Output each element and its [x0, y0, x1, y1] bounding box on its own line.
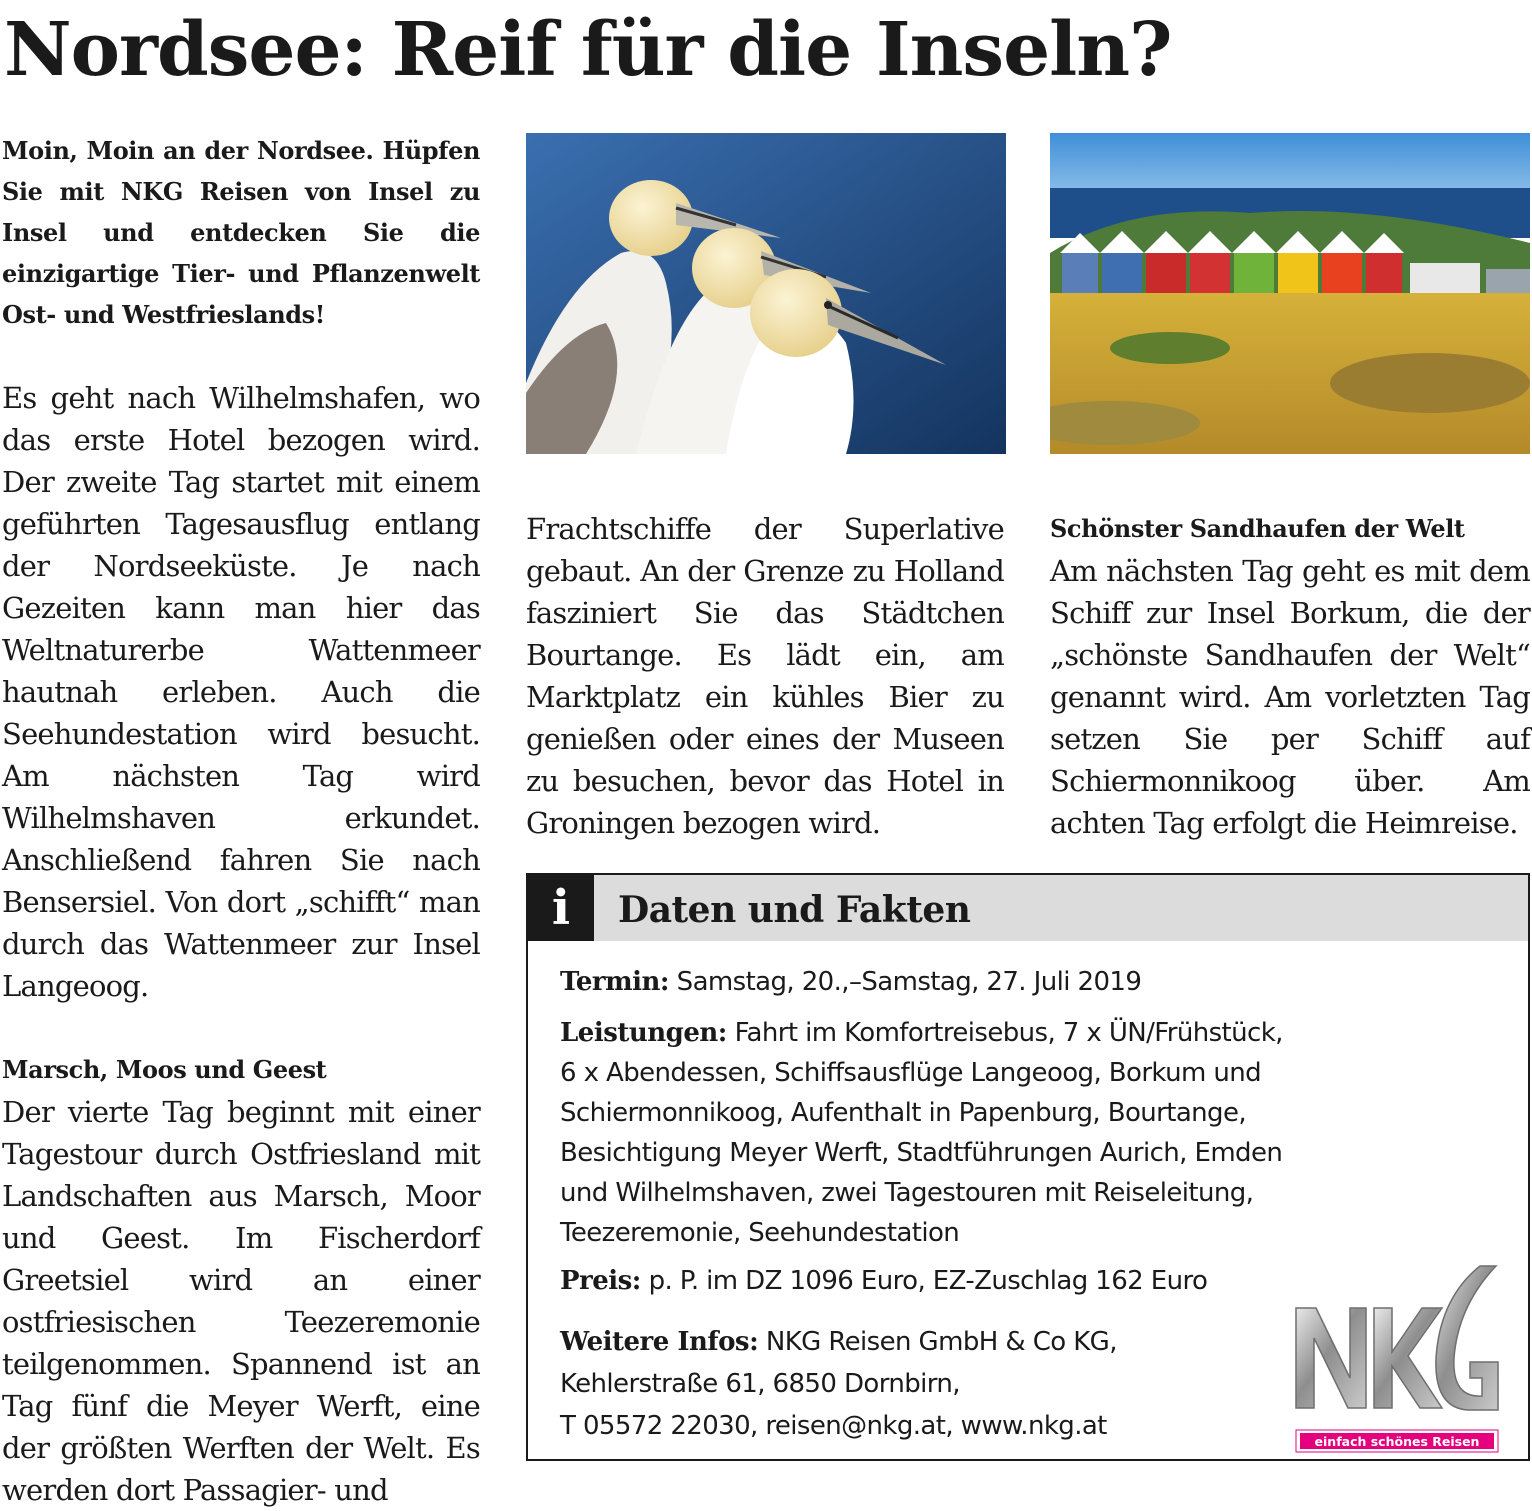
gannets-photo	[526, 133, 1006, 454]
info-icon: i	[528, 875, 594, 941]
subhead-sandhaufen: Schönster Sandhaufen der Welt	[1050, 514, 1465, 543]
leistungen-label: Leistungen:	[560, 1018, 727, 1048]
article-paragraph: Es geht nach Wilhelmshafen, wo das erste Hotel bezogen wird. Der zweite Tag startet mit einem geführten Tagesausflug entlang der Nordseeküste. Je nach Gezeiten kann man hier das Weltnaturerbe Wattenmeer hautnah erleben. Auch die Seehundestation wird besucht. Am nächsten Tag wird Wilhelmshaven erkundet. Anschließend fahren Sie nach Bensersiel. Von dort „schifft“ man durch das Wattenmeer zur Insel Langeoog.	[2, 381, 480, 1003]
infos-line: Kehlerstraße 61, 6850 Dornbirn,	[560, 1369, 960, 1399]
preis-value: p. P. im DZ 1096 Euro, EZ-Zuschlag 162 Euro	[648, 1266, 1208, 1296]
nkg-logo	[1290, 1258, 1504, 1454]
article-column-1	[2, 130, 480, 1511]
leistungen-line: Fahrt im Komfortreisebus, 7 x ÜN/Frühstück,	[734, 1018, 1283, 1048]
article-column-3	[1050, 508, 1530, 844]
article-column-2	[526, 508, 1004, 844]
infos-line[interactable]: T 05572 22030, reisen@nkg.at, www.nkg.at	[560, 1411, 1107, 1441]
headline: Nordsee: Reif für die Inseln?	[4, 7, 1172, 93]
leistungen-line: Teezeremonie, Seehundestation	[560, 1218, 960, 1248]
infos-label: Weitere Infos:	[560, 1327, 759, 1357]
logo-tagline: einfach schönes Reisen	[1314, 1434, 1480, 1449]
leistungen-line: Besichtigung Meyer Werft, Stadtführungen Aurich, Emden	[560, 1138, 1283, 1168]
infos-line: NKG Reisen GmbH & Co KG,	[765, 1327, 1117, 1357]
intro-text: Moin, Moin an der Nordsee. Hüpfen Sie mit NKG Reisen von Insel zu Insel und entdecken Sie die einzigartige Tier- und Pflanzenwelt Ost- und Westfrieslands!	[2, 136, 480, 329]
article-paragraph: Frachtschiffe der Superlative gebaut. An der Grenze zu Holland fasziniert Sie das Städtchen Bourtange. Es lädt ein, am Marktplatz ein kühles Bier zu genießen oder eines der Museen zu besuchen, bevor das Hotel in Groningen bezogen wird.	[526, 512, 1004, 840]
fact-preis	[560, 1261, 1207, 1301]
facts-header	[528, 875, 1528, 941]
article-paragraph: Der vierte Tag beginnt mit einer Tagestour durch Ostfriesland mit Landschaften aus Marsch, Moor und Geest. Im Fischerdorf Greetsiel wird an einer ostfriesischen Teezeremonie teilgenommen. Spannend ist an Tag fünf die Meyer Werft, eine der größten Werften der Welt. Es werden dort Passagier- und	[2, 1095, 480, 1507]
termin-value: Samstag, 20.,–Samstag, 27. Juli 2019	[676, 967, 1142, 997]
fact-infos	[560, 1321, 1117, 1447]
facts-title: Daten und Fakten	[618, 889, 971, 931]
termin-label: Termin:	[560, 967, 669, 997]
leistungen-line: 6 x Abendessen, Schiffsausflüge Langeoog, Borkum und	[560, 1058, 1262, 1088]
leistungen-line: Schiermonnikoog, Aufenthalt in Papenburg, Bourtange,	[560, 1098, 1247, 1128]
preis-label: Preis:	[560, 1266, 641, 1296]
leistungen-line: und Wilhelmshaven, zwei Tagestouren mit Reiseleitung,	[560, 1178, 1254, 1208]
fact-leistungen	[560, 1013, 1283, 1253]
subhead-marsch: Marsch, Moos und Geest	[2, 1055, 327, 1084]
article-paragraph: Am nächsten Tag geht es mit dem Schiff zur Insel Borkum, die der „schönste Sandhaufen der Welt“ genannt wird. Am vorletzten Tag setzen Sie per Schiff auf Schiermonnikoog über. Am achten Tag erfolgt die Heimreise.	[1050, 554, 1530, 840]
fact-termin	[560, 962, 1141, 1002]
beach-houses-photo	[1050, 133, 1530, 454]
